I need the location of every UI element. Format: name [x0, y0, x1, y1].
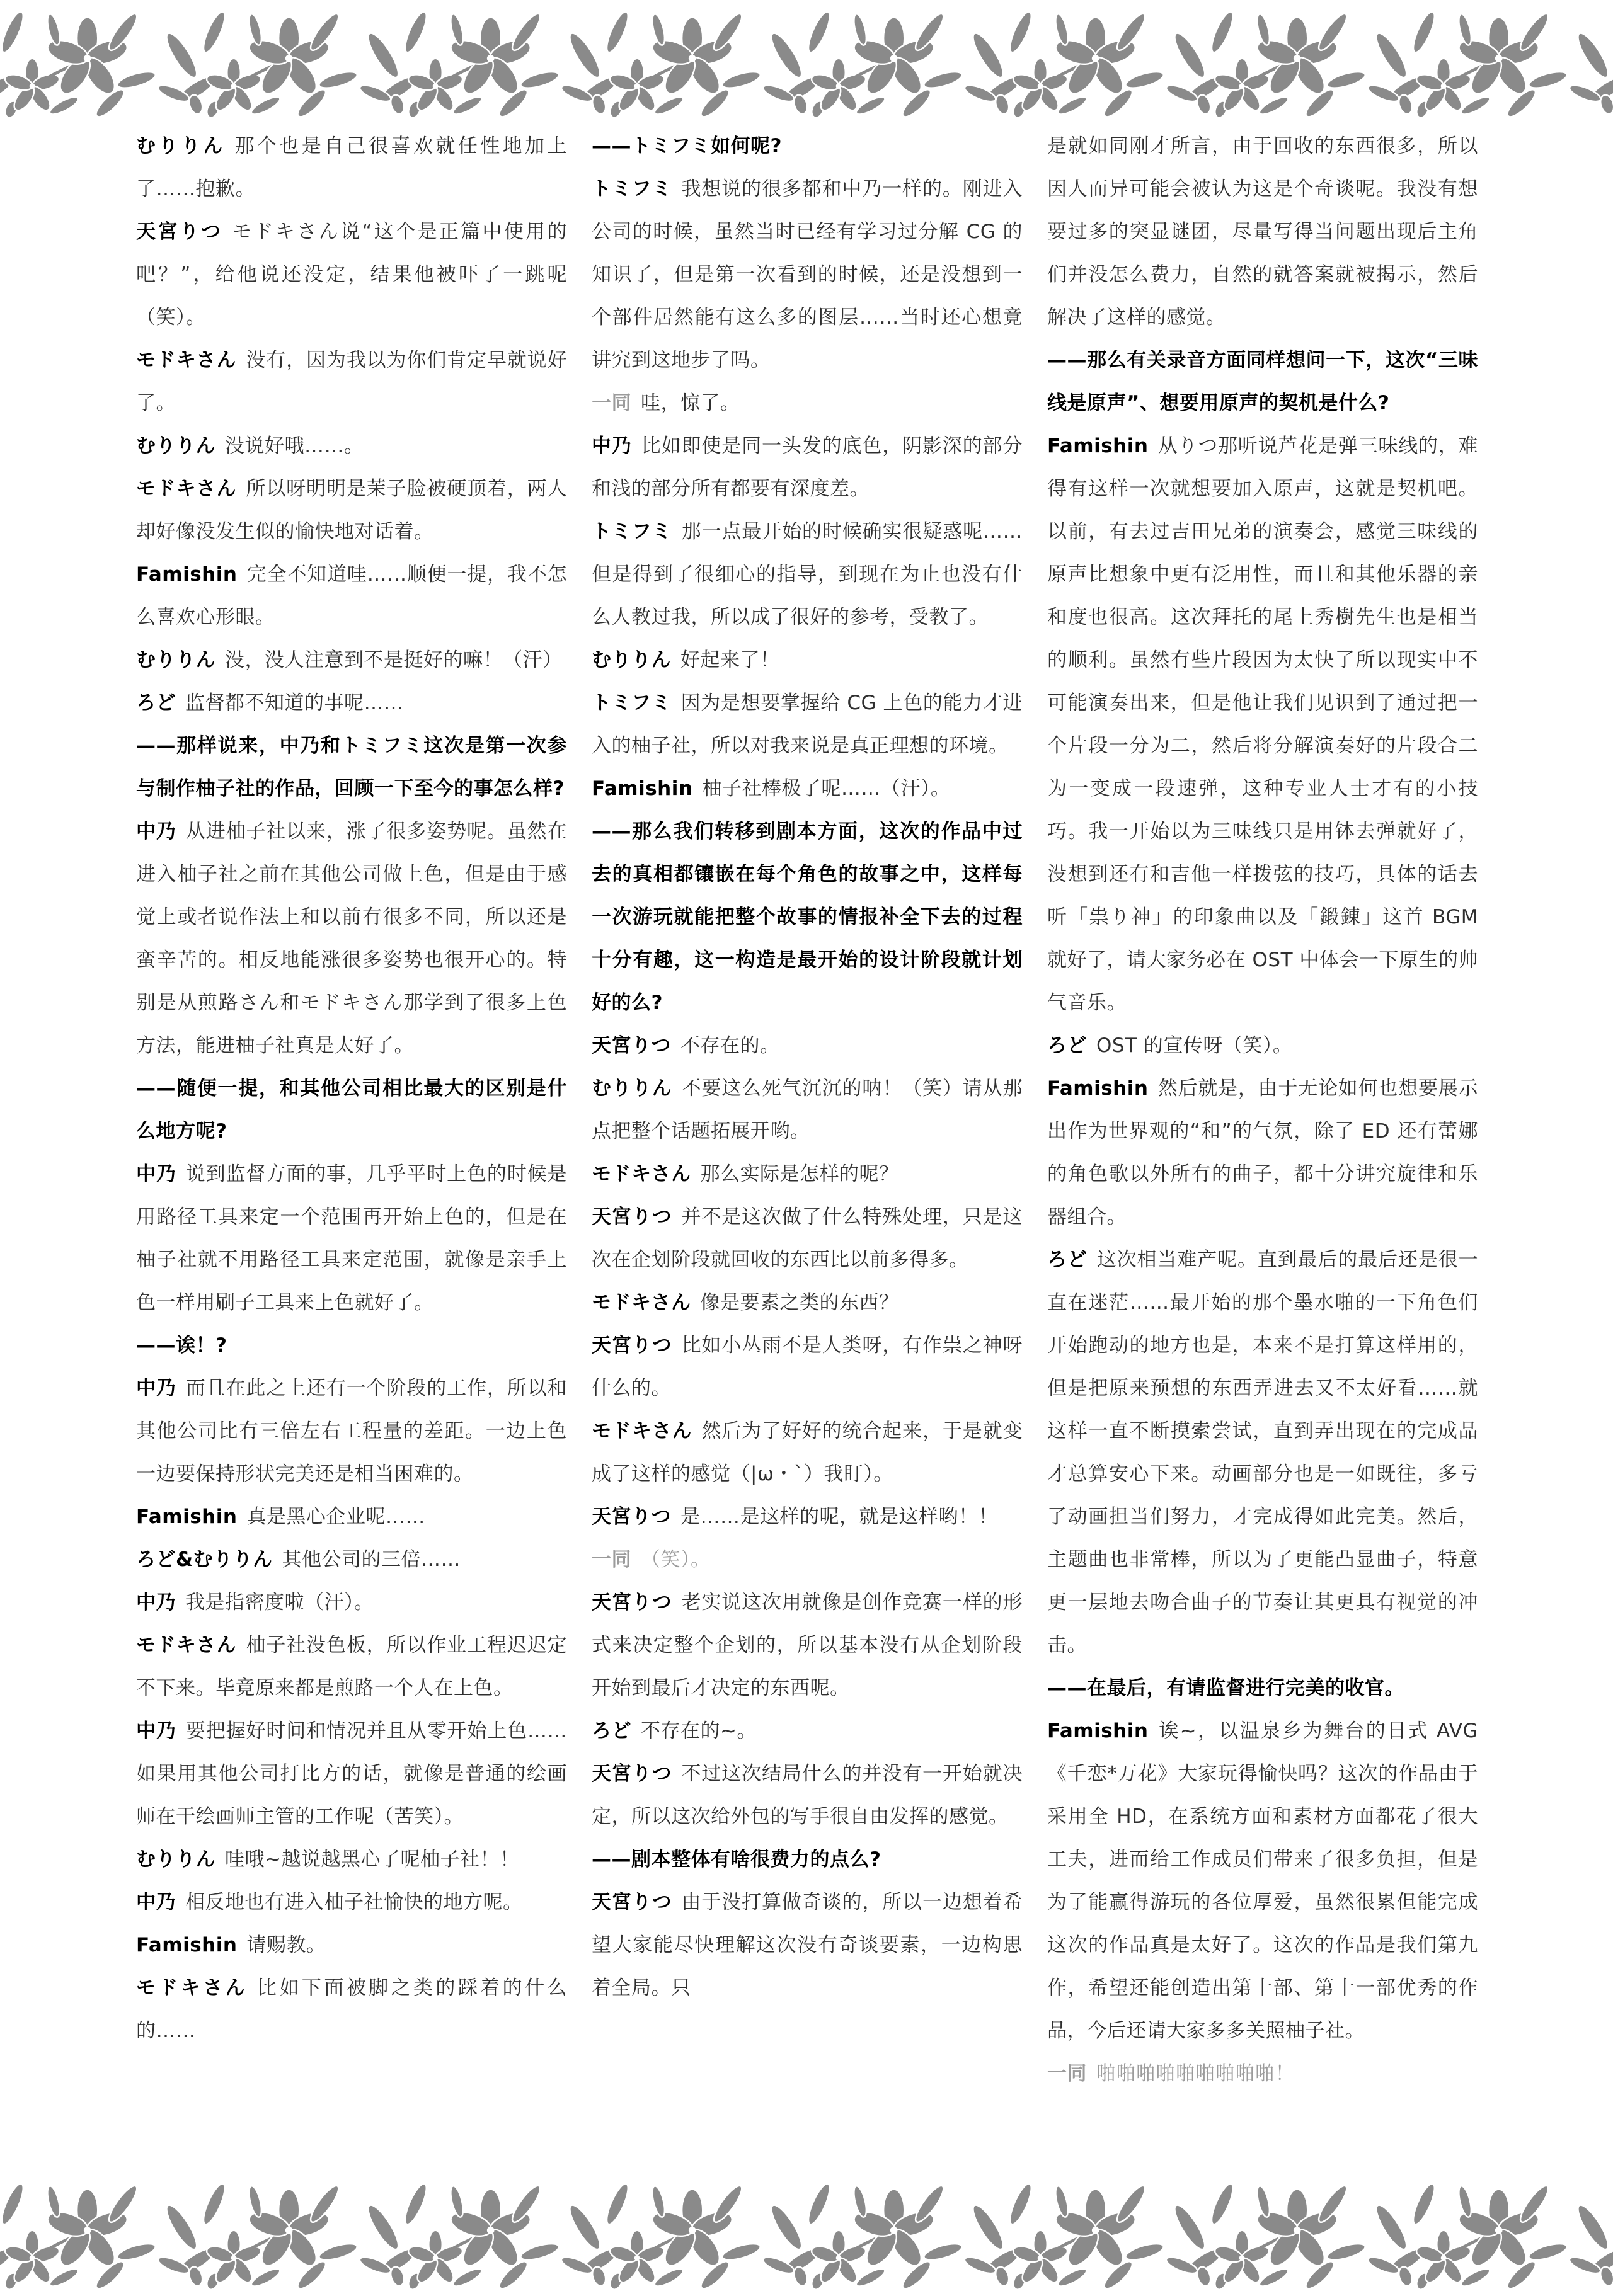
dialogue-text: モドキさん说“这个是正篇中使用的吧？”，给他说还没定，结果他被吓了一跳呢（笑）。 — [136, 220, 568, 329]
interview-column-3 — [1047, 125, 1478, 2095]
interviewer-question: ——在最后，有请监督进行完美的收官。 — [1047, 1677, 1404, 1699]
dialogue-text: 比如下面被脚之类的踩着的什么的…… — [136, 1977, 568, 2042]
speaker-name: モドキさん — [592, 1291, 691, 1314]
dialogue-paragraph — [136, 339, 567, 425]
flower-motif-icon — [359, 6, 561, 123]
dialogue-paragraph — [592, 1710, 1023, 1752]
dialogue-text: 所以呀明明是茉子脸被硬顶着，两人却好像没发生似的愉快地对话着。 — [136, 477, 567, 543]
speaker-name: ろど — [1047, 1034, 1087, 1057]
flower-motif-icon — [158, 2178, 359, 2295]
dialogue-text: 我想说的很多都和中乃一样的。刚进入公司的时候，虽然当时已经有学习过分解 CG 的知识了，但是第一次看到的时候，还是没想到一个部件居然能有这么多的图层……当时还心想竟讲究到这地步了吗。 — [592, 178, 1023, 372]
dialogue-text: 那一点最开始的时候确实很疑惑呢……但是得到了很细心的指导，到现在为止也没有什么人教过我，所以成了很好的参考，受教了。 — [592, 520, 1023, 629]
dialogue-paragraph — [592, 1410, 1023, 1495]
dialogue-text: 没有，因为我以为你们肯定早就说好了。 — [136, 349, 567, 414]
speaker-name: モドキさん — [592, 1163, 691, 1185]
dialogue-paragraph — [592, 168, 1023, 382]
dialogue-paragraph — [592, 1153, 1023, 1196]
speaker-name: 中乃 — [136, 1591, 176, 1614]
dialogue-paragraph — [136, 1367, 567, 1495]
speaker-name: むりりん — [136, 135, 226, 157]
dialogue-text: 因为是想要掌握给 CG 上色的能力才进入的柚子社，所以对我来说是真正理想的环境。 — [592, 692, 1023, 757]
flower-motif-icon — [561, 2178, 762, 2295]
interviewer-question: ——那样说来，中乃和トミフミ这次是第一次参与制作柚子社的作品，回顾一下至今的事怎么样? — [136, 734, 567, 800]
dialogue-text: （笑）。 — [641, 1548, 711, 1571]
dialogue-text: 是……是这样的呢，就是这样哟！！ — [680, 1505, 998, 1528]
dialogue-text: 说到监督方面的事，几乎平时上色的时候是用路径工具来定一个范围再开始上色的，但是在柚子社就不用路径工具来定范围，就像是亲手上色一样用刷子工具来上色就好了。 — [136, 1163, 567, 1314]
speaker-name: むりりん — [592, 1077, 672, 1100]
dialogue-paragraph — [1047, 425, 1478, 1024]
dialogue-text: 啪啪啪啪啪啪啪啪啪！ — [1096, 2062, 1295, 2085]
dialogue-paragraph — [1047, 1067, 1478, 1238]
interviewer-question: ——剧本整体有啥很费力的点么? — [592, 1848, 881, 1871]
dialogue-text: 并不是这次做了什么特殊处理，只是这次在企划阶段就回收的东西比以前多得多。 — [592, 1206, 1023, 1271]
dialogue-paragraph — [592, 1067, 1023, 1153]
flower-motif-icon — [964, 2178, 1166, 2295]
interviewer-question: ——那么有关录音方面同样想问一下，这次“三味线是原声”、想要用原声的契机是什么? — [1047, 349, 1478, 414]
interviewer-question: ——随便一提，和其他公司相比最大的区别是什么地方呢? — [136, 1077, 567, 1143]
flower-motif-icon — [1569, 6, 1613, 123]
dialogue-paragraph — [592, 1024, 1023, 1067]
interviewer-question: ——トミフミ如何呢? — [592, 135, 782, 157]
flower-motif-icon — [1166, 6, 1367, 123]
dialogue-text: 不存在的~。 — [641, 1720, 757, 1742]
dialogue-text: 不要这么死气沉沉的呐！（笑）请从那点把整个话题拓展开哟。 — [592, 1077, 1023, 1143]
dialogue-text: 老实说这次用就像是创作竞赛一样的形式来决定整个企划的，所以基本没有从企划阶段开始到最后才决定的东西呢。 — [592, 1591, 1023, 1699]
speaker-name: Famishin — [1047, 1720, 1149, 1742]
dialogue-text: 这次相当难产呢。直到最后的最后还是很一直在迷茫……最开始的那个墨水啪的一下角色们开始跑动的地方也是，本来不是打算这样用的，但是把原来预想的东西弄进去又不太好看……就这样一直不断摸索尝试，直到弄出现在的完成品才总算安心下来。动画部分也是一如既往，多亏了动画担当们努力，才完成得如此完美。然后，主题曲也非常棒，所以为了更能凸显曲子，特意更一层地去吻合曲子的节奏让其更具有视觉的冲击。 — [1047, 1248, 1478, 1657]
speaker-name: むりりん — [136, 1848, 215, 1871]
dialogue-paragraph — [1047, 2052, 1478, 2095]
flower-motif-icon — [1569, 2178, 1613, 2295]
speaker-name: 一同 — [1047, 2062, 1087, 2085]
dialogue-text: 比如小丛雨不是人类呀，有作祟之神呀什么的。 — [592, 1334, 1023, 1400]
speaker-name: トミフミ — [592, 520, 672, 543]
dialogue-paragraph — [136, 1538, 567, 1581]
speaker-name: むりりん — [136, 435, 215, 457]
speaker-name: トミフミ — [592, 692, 672, 714]
interviewer-question: ——诶！? — [136, 1334, 227, 1357]
speaker-name: Famishin — [136, 563, 238, 586]
speaker-name: むりりん — [136, 649, 215, 671]
dialogue-text: 不过这次结局什么的并没有一开始就决定，所以这次给外包的写手很自由发挥的感觉。 — [592, 1762, 1023, 1828]
dialogue-paragraph — [136, 1710, 567, 1838]
dialogue-paragraph — [136, 210, 567, 339]
speaker-name: 中乃 — [136, 1377, 176, 1400]
speaker-name: モドキさん — [136, 477, 237, 500]
dialogue-paragraph — [136, 1624, 567, 1710]
speaker-name: ろど — [592, 1720, 631, 1742]
interview-column-1 — [136, 125, 567, 2095]
dialogue-paragraph — [136, 1924, 567, 1967]
flower-motif-icon — [1166, 2178, 1367, 2295]
dialogue-paragraph — [136, 1967, 567, 2052]
flower-motif-icon — [964, 6, 1166, 123]
flower-motif-icon — [762, 6, 964, 123]
speaker-name: 中乃 — [136, 1891, 176, 1914]
dialogue-text: 没，没人注意到不是挺好的嘛！（汗） — [225, 649, 563, 671]
dialogue-text: 哇，惊了。 — [641, 392, 740, 414]
dialogue-text: 由于没打算做奇谈的，所以一边想着希望大家能尽快理解这次没有奇谈要素，一边构思着全局。只 — [592, 1891, 1023, 1999]
dialogue-paragraph — [136, 810, 567, 1067]
dialogue-paragraph — [136, 1581, 567, 1624]
dialogue-paragraph — [136, 125, 567, 210]
speaker-name: 一同 — [592, 1548, 631, 1571]
speaker-name: モドキさん — [136, 1634, 237, 1657]
dialogue-text: 其他公司的三倍…… — [282, 1548, 461, 1571]
dialogue-paragraph — [136, 1495, 567, 1538]
dialogue-paragraph — [136, 553, 567, 639]
dialogue-paragraph — [592, 425, 1023, 510]
dialogue-paragraph — [136, 467, 567, 553]
dialogue-text: 是就如同刚才所言，由于回收的东西很多，所以因人而异可能会被认为这是个奇谈呢。我没有想要过多的突显谜团，尽量写得当问题出现后主角们并没怎么费力，自然的就答案就被揭示，然后解决了这样的感觉。 — [1047, 135, 1478, 329]
dialogue-paragraph — [592, 1196, 1023, 1281]
speaker-name: 天宮りつ — [592, 1591, 672, 1614]
speaker-name: むりりん — [592, 649, 671, 671]
speaker-name: Famishin — [1047, 1077, 1149, 1100]
speaker-name: ろど — [136, 692, 176, 714]
speaker-name: モドキさん — [136, 349, 237, 372]
speaker-name: 一同 — [592, 392, 631, 414]
speaker-name: Famishin — [136, 1934, 238, 1956]
dialogue-paragraph — [136, 682, 567, 724]
floral-border-bottom — [0, 2178, 1613, 2295]
dialogue-text: 不存在的。 — [680, 1034, 780, 1057]
flower-motif-icon — [762, 2178, 964, 2295]
dialogue-text: 请赐教。 — [246, 1934, 326, 1956]
speaker-name: 天宮りつ — [136, 220, 223, 243]
interviewer-question: ——那么我们转移到剧本方面，这次的作品中过去的真相都镶嵌在每个角色的故事之中，这样每一次游玩就能把整个故事的情报补全下去的过程十分有趣，这一构造是最开始的设计阶段就计划好的么? — [592, 820, 1023, 1014]
speaker-name: 天宮りつ — [592, 1505, 671, 1528]
dialogue-paragraph — [136, 639, 567, 682]
dialogue-paragraph — [136, 1153, 567, 1324]
flower-motif-icon — [0, 6, 158, 123]
speaker-name: 中乃 — [136, 1720, 176, 1742]
dialogue-paragraph — [1047, 1710, 1478, 2052]
dialogue-paragraph — [592, 1281, 1023, 1324]
speaker-name: ろど&むりりん — [136, 1548, 273, 1571]
speaker-name: 中乃 — [592, 435, 632, 457]
dialogue-paragraph — [592, 510, 1023, 639]
dialogue-paragraph — [592, 1495, 1023, 1538]
dialogue-text: 那个也是自己很喜欢就任性地加上了……抱歉。 — [136, 135, 568, 200]
dialogue-text: 没说好哦……。 — [225, 435, 364, 457]
dialogue-text: 哇哦~越说越黑心了呢柚子社！！ — [225, 1848, 520, 1871]
dialogue-text: 而且在此之上还有一个阶段的工作，所以和其他公司比有三倍左右工程量的差距。一边上色一边要保持形状完美还是相当困难的。 — [136, 1377, 567, 1485]
dialogue-text: 好起来了！ — [680, 649, 780, 671]
speaker-name: 天宮りつ — [592, 1891, 672, 1914]
speaker-name: Famishin — [592, 777, 693, 800]
dialogue-paragraph — [592, 1538, 1023, 1581]
speaker-name: 天宮りつ — [592, 1762, 672, 1785]
interview-column-2 — [592, 125, 1023, 2095]
dialogue-paragraph — [592, 682, 1023, 767]
dialogue-paragraph — [136, 1838, 567, 1881]
speaker-name: 中乃 — [136, 820, 176, 843]
speaker-name: 天宮りつ — [592, 1206, 672, 1228]
dialogue-paragraph — [136, 425, 567, 467]
flower-motif-icon — [1367, 2178, 1569, 2295]
speaker-name: 中乃 — [136, 1163, 176, 1185]
dialogue-paragraph — [592, 1881, 1023, 2009]
flower-motif-icon — [1367, 6, 1569, 123]
dialogue-text: 相反地也有进入柚子社愉快的地方呢。 — [185, 1891, 523, 1914]
speaker-name: 天宮りつ — [592, 1334, 672, 1357]
dialogue-paragraph — [592, 767, 1023, 810]
dialogue-paragraph — [1047, 125, 1478, 339]
dialogue-paragraph — [592, 1752, 1023, 1838]
speaker-name: Famishin — [1047, 435, 1149, 457]
dialogue-paragraph — [592, 382, 1023, 425]
speaker-name: モドキさん — [592, 1420, 692, 1442]
dialogue-text: 监督都不知道的事呢…… — [185, 692, 404, 714]
flower-motif-icon — [0, 2178, 158, 2295]
flower-motif-icon — [158, 6, 359, 123]
dialogue-text: 真是黑心企业呢…… — [246, 1505, 425, 1528]
dialogue-paragraph — [136, 1881, 567, 1924]
dialogue-paragraph — [1047, 1238, 1478, 1667]
flower-motif-icon — [359, 2178, 561, 2295]
dialogue-text: OST 的宣传呀（笑）。 — [1096, 1034, 1293, 1057]
dialogue-text: 诶~，以温泉乡为舞台的日式 AVG《千恋*万花》大家玩得愉快吗？这次的作品由于采用全 HD，在系统方面和素材方面都花了很大工夫，进而给工作成员们带来了很多负担，但是为了能赢得游玩的各位厚爱，虽然很累但能完成这次的作品真是太好了。这次的作品是我们第九作，希望还能创造出第十部、第十一部优秀的作品，今后还请大家多多关照柚子社。 — [1047, 1720, 1478, 2042]
dialogue-paragraph — [592, 1581, 1023, 1710]
speaker-name: モドキさん — [136, 1977, 248, 1999]
speaker-name: 天宮りつ — [592, 1034, 671, 1057]
speaker-name: Famishin — [136, 1505, 238, 1528]
dialogue-text: 然后为了好好的统合起来，于是就变成了这样的感觉（|ω・`）我盯）。 — [592, 1420, 1023, 1485]
dialogue-text: 从进柚子社以来，涨了很多姿势呢。虽然在进入柚子社之前在其他公司做上色，但是由于感觉上或者说作法上和以前有很多不同，所以还是蛮辛苦的。相反地能涨很多姿势也很开心的。特别是从煎路さん和モドキさん那学到了很多上色方法，能进柚子社真是太好了。 — [136, 820, 567, 1057]
dialogue-text: 然后就是，由于无论如何也想要展示出作为世界观的“和”的气氛，除了 ED 还有蕾娜的角色歌以外所有的曲子，都十分讲究旋律和乐器组合。 — [1047, 1077, 1478, 1228]
dialogue-paragraph — [592, 1324, 1023, 1410]
floral-border-top — [0, 6, 1613, 123]
dialogue-text: 从りつ那听说芦花是弹三味线的，难得有这样一次就想要加入原声，这就是契机吧。以前，有去过吉田兄弟的演奏会，感觉三味线的原声比想象中更有泛用性，而且和其他乐器的亲和度也很高。这次拜托的尾上秀樹先生也是相当的顺利。虽然有些片段因为太快了所以现实中不可能演奏出来，但是他让我们见识到了通过把一个片段一分为二，然后将分解演奏好的片段合二为一变成一段速弹，这种专业人士才有的小技巧。我一开始以为三味线只是用钵去弹就好了，没想到还有和吉他一样拨弦的技巧，具体的话去听「祟り神」的印象曲以及「鍛錬」这首 BGM 就好了，请大家务必在 OST 中体会一下原生的帅气音乐。 — [1047, 435, 1478, 1014]
interview-columns — [136, 125, 1478, 2095]
speaker-name: トミフミ — [592, 178, 672, 200]
dialogue-text: 要把握好时间和情况并且从零开始上色……如果用其他公司打比方的话，就像是普通的绘画师在干绘画师主管的工作呢（苦笑）。 — [136, 1720, 568, 1828]
flower-motif-icon — [561, 6, 762, 123]
dialogue-text: 柚子社没色板，所以作业工程迟迟定不下来。毕竟原来都是煎路一个人在上色。 — [136, 1634, 567, 1699]
dialogue-text: 我是指密度啦（汗）。 — [185, 1591, 374, 1614]
speaker-name: ろど — [1047, 1248, 1088, 1271]
dialogue-text: 柚子社棒极了呢……（汗）。 — [702, 777, 951, 800]
dialogue-text: 完全不知道哇……顺便一提，我不怎么喜欢心形眼。 — [136, 563, 567, 629]
dialogue-text: 那么实际是怎样的呢？ — [700, 1163, 899, 1185]
dialogue-text: 比如即使是同一头发的底色，阴影深的部分和浅的部分所有都要有深度差。 — [592, 435, 1023, 500]
dialogue-text: 像是要素之类的东西？ — [700, 1291, 899, 1314]
dialogue-paragraph — [1047, 1024, 1478, 1067]
dialogue-paragraph — [592, 639, 1023, 682]
